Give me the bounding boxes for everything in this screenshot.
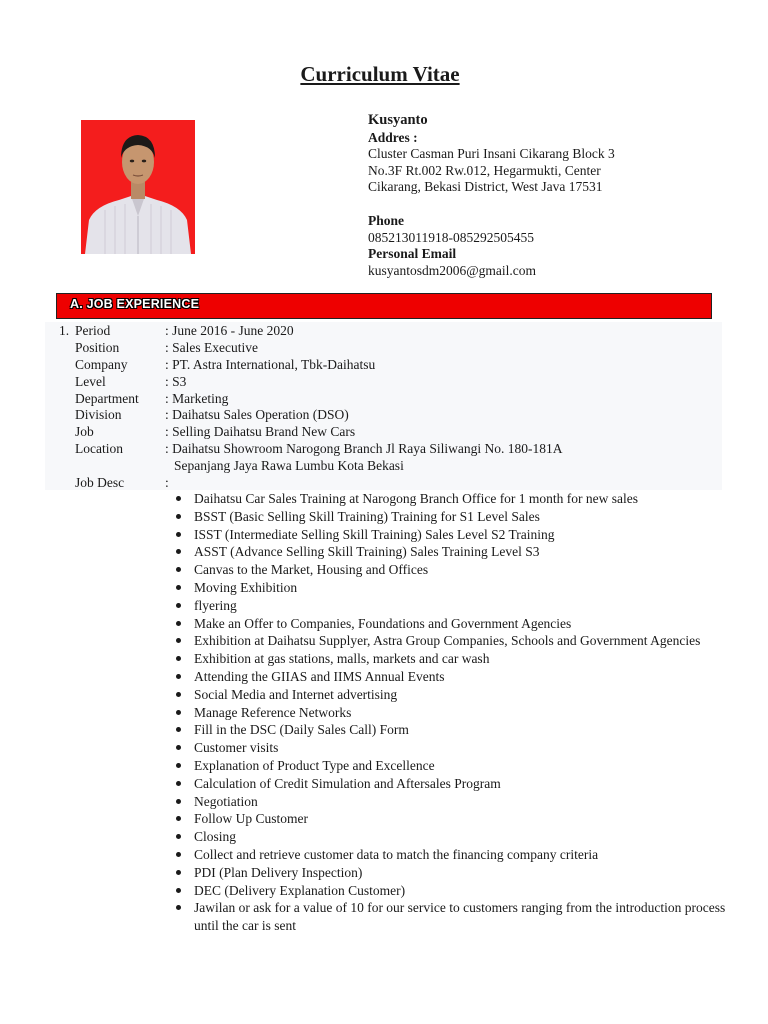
list-item: BSST (Basic Selling Skill Training) Training for S1 Level Sales <box>176 508 728 526</box>
list-item: DEC (Delivery Explanation Customer) <box>176 882 728 900</box>
detail-key: Location <box>75 441 123 456</box>
list-item: Canvas to the Market, Housing and Offices <box>176 561 728 579</box>
detail-key: Company <box>75 357 128 372</box>
detail-value: : PT. Astra International, Tbk-Daihatsu <box>165 357 376 372</box>
bullet-icon <box>176 656 181 661</box>
bullet-icon <box>176 567 181 572</box>
detail-value: : June 2016 - June 2020 <box>165 323 294 338</box>
detail-value: : Selling Daihatsu Brand New Cars <box>165 424 356 439</box>
detail-value: : <box>165 475 169 490</box>
detail-key: Position <box>75 340 120 355</box>
list-item: Exhibition at gas stations, malls, markets and car wash <box>176 650 728 668</box>
email-label: Personal Email <box>368 246 457 262</box>
contact-block <box>368 112 728 279</box>
job-number: 1. <box>59 323 70 338</box>
bullet-icon <box>176 763 181 768</box>
bullet-icon <box>176 692 181 697</box>
detail-key: Job Desc <box>75 475 125 490</box>
bullet-icon <box>176 727 181 732</box>
list-item: Customer visits <box>176 739 728 757</box>
list-item: Jawilan or ask for a value of 10 for our service to customers ranging from the introduction process until the car is sent <box>176 899 728 935</box>
bullet-icon <box>176 888 181 893</box>
list-item: Follow Up Customer <box>176 810 728 828</box>
list-item: ASST (Advance Selling Skill Training) Sales Training Level S3 <box>176 543 728 561</box>
job-details <box>45 322 722 490</box>
list-item: Make an Offer to Companies, Foundations and Government Agencies <box>176 615 728 633</box>
bullet-icon <box>176 674 181 679</box>
bullet-icon <box>176 603 181 608</box>
list-item: PDI (Plan Delivery Inspection) <box>176 864 728 882</box>
section-header-job-experience <box>56 293 712 319</box>
list-item: Closing <box>176 828 728 846</box>
bullet-icon <box>176 852 181 857</box>
detail-key: Department <box>75 391 139 406</box>
address-label: Addres : <box>368 129 418 145</box>
bullet-icon <box>176 496 181 501</box>
detail-value: : Sales Executive <box>165 340 258 355</box>
address-line: No.3F Rt.002 Rw.012, Hegarmukti, Center <box>368 162 601 178</box>
detail-key: Level <box>75 374 106 389</box>
address-line: Cluster Casman Puri Insani Cikarang Block 3 <box>368 146 615 162</box>
profile-photo <box>81 120 195 254</box>
address-line: Cikarang, Bekasi District, West Java 17531 <box>368 179 603 195</box>
list-item: Attending the GIIAS and IIMS Annual Events <box>176 668 728 686</box>
bullet-icon <box>176 799 181 804</box>
person-portrait-icon <box>81 120 195 254</box>
job-description-list <box>176 490 728 935</box>
list-item: Exhibition at Daihatsu Supplyer, Astra Group Companies, Schools and Government Agencies <box>176 632 728 650</box>
bullet-icon <box>176 549 181 554</box>
bullet-icon <box>176 621 181 626</box>
detail-value: Sepanjang Jaya Rawa Lumbu Kota Bekasi <box>174 458 404 473</box>
bullet-icon <box>176 532 181 537</box>
list-item: ISST (Intermediate Selling Skill Training) Sales Level S2 Training <box>176 526 728 544</box>
bullet-icon <box>176 514 181 519</box>
detail-value: : Marketing <box>165 391 229 406</box>
list-item: Fill in the DSC (Daily Sales Call) Form <box>176 721 728 739</box>
candidate-name: Kusyanto <box>368 112 428 128</box>
list-item: Social Media and Internet advertising <box>176 686 728 704</box>
list-item: Moving Exhibition <box>176 579 728 597</box>
bullet-icon <box>176 585 181 590</box>
detail-value: : Daihatsu Showroom Narogong Branch Jl Raya Siliwangi No. 180-181A <box>165 441 563 456</box>
list-item: Daihatsu Car Sales Training at Narogong Branch Office for 1 month for new sales <box>176 490 728 508</box>
bullet-icon <box>176 870 181 875</box>
detail-value: : Daihatsu Sales Operation (DSO) <box>165 407 349 422</box>
detail-key: Job <box>75 424 94 439</box>
phone-number: 085213011918-085292505455 <box>368 229 534 245</box>
bullet-icon <box>176 710 181 715</box>
list-item: Calculation of Credit Simulation and Aftersales Program <box>176 775 728 793</box>
list-item: Negotiation <box>176 793 728 811</box>
section-title: A. JOB EXPERIENCE <box>70 297 200 311</box>
bullet-icon <box>176 905 181 910</box>
bullet-icon <box>176 834 181 839</box>
bullet-icon <box>176 781 181 786</box>
email-address: kusyantosdm2006@gmail.com <box>368 262 537 278</box>
bullet-icon <box>176 816 181 821</box>
detail-key: Period <box>75 323 111 338</box>
list-item: Explanation of Product Type and Excellence <box>176 757 728 775</box>
list-item: Collect and retrieve customer data to match the financing company criteria <box>176 846 728 864</box>
list-item: flyering <box>176 597 728 615</box>
list-item: Manage Reference Networks <box>176 704 728 722</box>
bullet-icon <box>176 638 181 643</box>
bullet-icon <box>176 745 181 750</box>
detail-key: Division <box>75 407 122 422</box>
phone-label: Phone <box>368 212 405 228</box>
document-title: Curriculum Vitae <box>300 62 460 86</box>
detail-value: : S3 <box>165 374 187 389</box>
